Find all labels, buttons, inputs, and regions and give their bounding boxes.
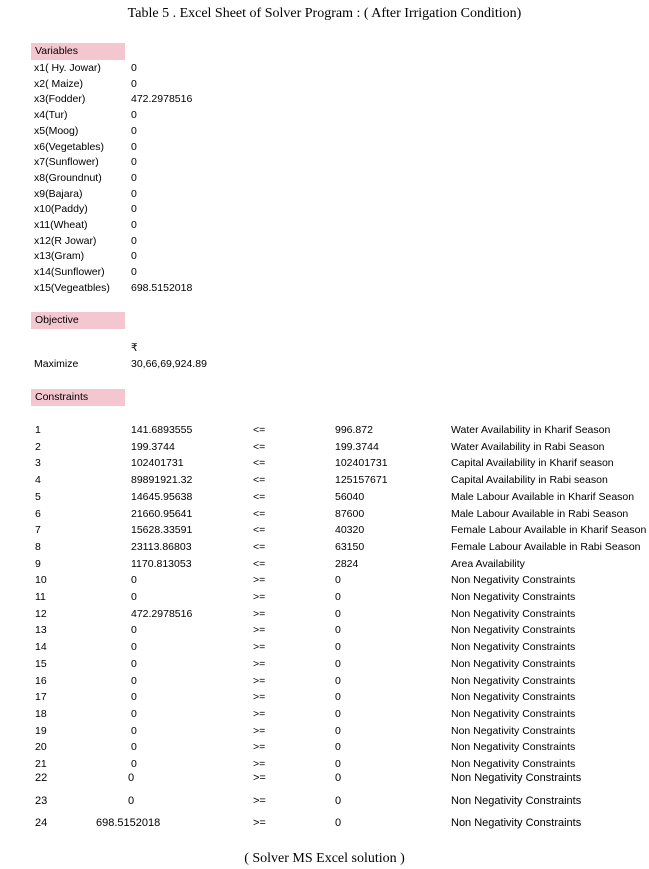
constraint-rhs: 87600	[335, 507, 365, 520]
table-title: Table 5 . Excel Sheet of Solver Program : ( After Irrigation Condition)	[127, 6, 522, 21]
constraint-rhs: 0	[335, 758, 341, 770]
constraint-lhs: 14645.95638	[131, 490, 193, 503]
variable-value: 0	[131, 171, 137, 184]
constraint-lhs: 0	[131, 691, 137, 704]
constraint-description: Water Availability in Kharif Season	[451, 424, 611, 436]
variable-name: x5(Moog)	[34, 124, 79, 137]
constraint-description: Non Negativity Constraints	[451, 657, 576, 670]
constraint-description: Non Negativity Constraints	[451, 574, 576, 587]
variable-value: 0	[131, 266, 137, 279]
constraint-number: 14	[35, 641, 47, 654]
variable-name: x11(Wheat)	[34, 219, 88, 231]
variable-value: 0	[131, 187, 137, 200]
constraint-operator: >=	[253, 691, 266, 704]
constraint-rhs: 199.3744	[335, 440, 379, 453]
constraint-lhs: 21660.95641	[131, 507, 193, 520]
constraint-description: Non Negativity Constraints	[451, 741, 576, 754]
constraint-lhs: 0	[131, 574, 137, 587]
constraint-rhs: 0	[335, 741, 341, 754]
constraint-rhs: 0	[335, 795, 342, 807]
constraint-lhs: 472.2978516	[131, 607, 193, 620]
constraint-description: Water Availability in Rabi Season	[451, 440, 605, 453]
objective-header: Objective	[31, 312, 125, 329]
constraint-operator: <=	[253, 474, 266, 487]
constraint-operator: >=	[253, 772, 266, 784]
variable-name: x2( Maize)	[34, 77, 84, 90]
constraint-rhs: 0	[335, 641, 341, 654]
currency-symbol: ₹	[131, 342, 138, 354]
constraint-operator: >=	[253, 707, 266, 720]
constraint-number: 3	[35, 457, 41, 470]
variable-value: 0	[131, 124, 137, 137]
variable-value: 0	[131, 156, 137, 169]
constraint-lhs: 141.6893555	[131, 424, 193, 436]
constraint-rhs: 63150	[335, 540, 365, 553]
constraint-rhs: 0	[335, 591, 341, 603]
variable-name: x14(Sunflower)	[34, 266, 105, 279]
constraint-rhs: 0	[335, 707, 341, 720]
constraint-operator: >=	[253, 817, 266, 829]
constraint-description: Female Labour Available in Kharif Season	[451, 524, 647, 537]
variable-value: 0	[131, 140, 137, 153]
constraint-number: 17	[35, 691, 47, 704]
constraint-number: 11	[35, 591, 46, 603]
variable-name: x15(Vegeatbles)	[34, 281, 110, 294]
constraint-number: 1	[35, 424, 41, 436]
constraint-description: Male Labour Available in Rabi Season	[451, 507, 629, 520]
variable-name: x6(Vegetables)	[34, 140, 105, 153]
constraint-rhs: 0	[335, 574, 341, 587]
variable-name: x3(Fodder)	[34, 93, 86, 106]
constraint-operator: >=	[253, 591, 266, 603]
variable-name: x8(Groundnut)	[34, 171, 102, 184]
constraint-rhs: 0	[335, 624, 341, 637]
variable-value: 0	[131, 219, 137, 231]
constraint-lhs: 89891921.32	[131, 474, 193, 487]
constraint-operator: <=	[253, 490, 266, 503]
objective-label: Maximize	[34, 358, 79, 370]
constraint-description: Non Negativity Constraints	[451, 724, 576, 737]
constraint-rhs: 56040	[335, 490, 365, 503]
constraint-lhs: 0	[131, 674, 137, 687]
constraint-operator: <=	[253, 440, 266, 453]
constraint-operator: >=	[253, 674, 266, 687]
constraint-description: Non Negativity Constraints	[451, 758, 576, 770]
constraint-description: Non Negativity Constraints	[451, 591, 576, 603]
constraint-number: 19	[35, 724, 47, 737]
constraint-description: Capital Availability in Rabi season	[451, 474, 608, 487]
constraint-rhs: 996.872	[335, 424, 373, 436]
constraint-operator: >=	[253, 607, 266, 620]
constraint-operator: >=	[253, 574, 266, 587]
constraint-number: 2	[35, 440, 41, 453]
constraint-number: 4	[35, 474, 41, 487]
constraint-lhs: 102401731	[131, 457, 184, 470]
constraint-lhs: 0	[131, 741, 137, 754]
constraint-rhs: 0	[335, 607, 341, 620]
constraint-lhs: 0	[131, 657, 137, 670]
constraint-description: Female Labour Available in Rabi Season	[451, 540, 641, 553]
constraint-number: 8	[35, 540, 41, 553]
variable-name: x12(R Jowar)	[34, 234, 97, 247]
constraint-rhs: 0	[335, 772, 342, 784]
constraint-operator: >=	[253, 724, 266, 737]
constraint-operator: >=	[253, 641, 266, 654]
constraint-number: 13	[35, 624, 47, 637]
constraint-rhs: 0	[335, 657, 341, 670]
constraint-description: Male Labour Available in Kharif Season	[451, 490, 635, 503]
variable-value: 0	[131, 77, 137, 90]
variable-name: x4(Tur)	[34, 109, 68, 122]
constraint-lhs: 0	[131, 591, 137, 603]
constraint-description: Non Negativity Constraints	[451, 691, 576, 704]
caption: ( Solver MS Excel solution )	[244, 851, 405, 866]
variable-name: x10(Paddy)	[34, 203, 88, 216]
constraint-lhs: 15628.33591	[131, 524, 193, 537]
constraint-lhs: 23113.86803	[131, 540, 192, 553]
variable-value: 0	[131, 234, 137, 247]
constraint-lhs: 0	[131, 624, 137, 637]
constraint-description: Area Availability	[451, 557, 525, 570]
constraint-rhs: 0	[335, 817, 342, 829]
constraint-number: 22	[35, 772, 48, 784]
variable-value: 472.2978516	[131, 93, 193, 106]
constraint-operator: >=	[253, 795, 266, 807]
constraint-number: 21	[35, 758, 47, 770]
variable-name: x1( Hy. Jowar)	[34, 62, 101, 74]
variable-value: 0	[131, 203, 137, 216]
constraint-rhs: 0	[335, 674, 341, 687]
constraint-description: Non Negativity Constraints	[451, 707, 576, 720]
constraint-rhs: 0	[335, 724, 341, 737]
variable-value: 0	[131, 109, 137, 122]
constraint-operator: <=	[253, 557, 266, 570]
constraint-lhs: 0	[131, 758, 137, 770]
variable-value: 698.5152018	[131, 281, 193, 294]
constraint-number: 9	[35, 557, 41, 570]
constraint-operator: <=	[253, 424, 266, 436]
constraint-description: Non Negativity Constraints	[451, 795, 582, 807]
constraint-lhs: 0	[128, 795, 135, 807]
constraint-description: Non Negativity Constraints	[451, 772, 582, 784]
variable-value: 0	[131, 250, 137, 263]
constraint-number: 6	[35, 507, 41, 520]
constraint-number: 7	[35, 524, 41, 537]
objective-value: 30,66,69,924.89	[131, 358, 207, 370]
constraint-operator: >=	[253, 758, 266, 770]
constraint-number: 20	[35, 741, 47, 754]
constraint-operator: <=	[253, 524, 266, 537]
constraint-description: Non Negativity Constraints	[451, 607, 576, 620]
constraint-lhs: 0	[131, 724, 137, 737]
constraint-operator: <=	[253, 457, 266, 470]
constraint-lhs: 1170.813053	[131, 557, 192, 570]
constraint-description: Non Negativity Constraints	[451, 817, 582, 829]
constraints-header: Constraints	[31, 389, 125, 406]
constraint-rhs: 2824	[335, 557, 359, 570]
variable-value: 0	[131, 62, 137, 74]
constraint-operator: >=	[253, 657, 266, 670]
variable-name: x7(Sunflower)	[34, 156, 99, 169]
constraint-lhs: 0	[128, 772, 135, 784]
constraint-description: Non Negativity Constraints	[451, 624, 576, 637]
constraint-operator: >=	[253, 624, 266, 637]
constraint-operator: <=	[253, 540, 266, 553]
constraint-number: 16	[35, 674, 47, 687]
constraint-number: 18	[35, 707, 47, 720]
variable-name: x13(Gram)	[34, 250, 85, 263]
constraint-rhs: 40320	[335, 524, 365, 537]
constraint-rhs: 102401731	[335, 457, 388, 470]
constraint-number: 24	[35, 817, 48, 829]
constraint-operator: <=	[253, 507, 266, 520]
constraint-number: 15	[35, 657, 47, 670]
constraint-number: 23	[35, 795, 48, 807]
constraint-description: Capital Availability in Kharif season	[451, 457, 614, 470]
constraint-lhs: 0	[131, 641, 137, 654]
constraint-number: 12	[35, 607, 47, 620]
constraint-rhs: 0	[335, 691, 341, 704]
constraint-number: 5	[35, 490, 41, 503]
constraint-operator: >=	[253, 741, 266, 754]
constraint-description: Non Negativity Constraints	[451, 641, 576, 654]
variables-header: Variables	[31, 43, 125, 60]
constraint-description: Non Negativity Constraints	[451, 674, 576, 687]
constraint-lhs: 0	[131, 707, 137, 720]
variable-name: x9(Bajara)	[34, 187, 83, 200]
constraint-number: 10	[35, 574, 47, 587]
constraint-rhs: 125157671	[335, 474, 388, 487]
constraint-lhs: 698.5152018	[96, 817, 161, 829]
constraint-lhs: 199.3744	[131, 440, 175, 453]
